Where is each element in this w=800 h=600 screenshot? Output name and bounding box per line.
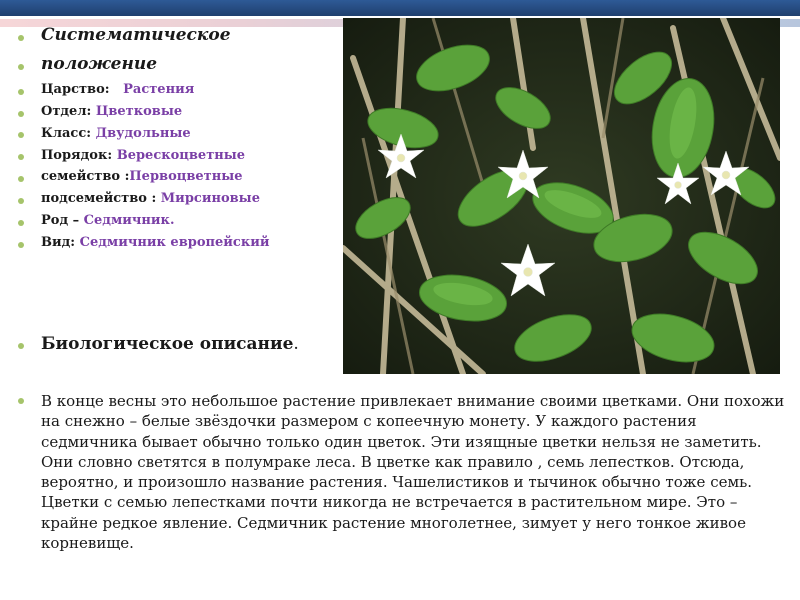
taxonomy-label: Вид:: [41, 235, 76, 250]
taxonomy-value: Двудольные: [95, 126, 191, 141]
bio-heading-period: .: [293, 334, 299, 354]
bullet-icon: [18, 64, 24, 70]
taxonomy-item-class: [41, 126, 191, 141]
bullet-icon: [18, 398, 24, 404]
bio-paragraph: В конце весны это небольшое растение привлекает внимание своими цветками. Они похожи на снежно – белые звёздочки размером с копеечную монету. У каждого растения седмичника бывает обычно только один цветок. Эти изящные цветки нельзя не заметить. Они словно светятся в полумраке леса. В цветке как правило , семь лепестков. Отсюда, вероятно, и произошло название растения. Чашелистиков и тычинок обычно тоже семь. Цветки с семью лепестками почти никогда не встречается в растительном мире. Это – крайне редкое явление. Седмичник растение многолетнее, зимует у него тонкое живое корневище.: [41, 392, 785, 553]
taxonomy-label: Царство:: [41, 82, 110, 97]
bullet-icon: [18, 220, 24, 226]
flower-photo-illustration: [343, 18, 780, 374]
taxonomy-value: Верескоцветные: [116, 148, 246, 163]
title-line-2: положение: [41, 54, 158, 74]
taxonomy-label: подсемейство :: [41, 191, 157, 206]
title-line-1: Систематическое: [41, 25, 231, 45]
taxonomy-item-subfamily: [41, 191, 260, 206]
taxonomy-value: Седмичник европейский: [79, 235, 270, 250]
taxonomy-item-species: [41, 235, 270, 250]
bullet-icon: [18, 154, 24, 160]
bullet-icon: [18, 198, 24, 204]
plant-photo: [343, 18, 780, 374]
taxonomy-value: Мирсиновые: [160, 191, 260, 206]
top-banner: [0, 0, 800, 16]
bullet-icon: [18, 242, 24, 248]
bio-heading: [41, 334, 299, 354]
taxonomy-item-kingdom: [41, 82, 194, 97]
bullet-icon: [18, 35, 24, 41]
taxonomy-item-division: [41, 104, 182, 119]
taxonomy-item-order: [41, 148, 245, 163]
taxonomy-value: Цветковые: [95, 104, 183, 119]
taxonomy-label: Род –: [41, 213, 80, 228]
taxonomy-label: Порядок:: [41, 148, 113, 163]
bullet-icon: [18, 176, 24, 182]
taxonomy-item-genus: [41, 213, 174, 228]
taxonomy-label: семейство :: [41, 169, 130, 184]
taxonomy-value: Растения: [123, 82, 195, 97]
bullet-icon: [18, 132, 24, 138]
taxonomy-value: Седмичник.: [83, 213, 175, 228]
taxonomy-value: Первоцветные: [129, 169, 243, 184]
taxonomy-label: Класс:: [41, 126, 92, 141]
taxonomy-item-family: [41, 169, 243, 184]
bullet-icon: [18, 89, 24, 95]
bullet-icon: [18, 111, 24, 117]
bullet-icon: [18, 343, 24, 349]
taxonomy-label: Отдел:: [41, 104, 92, 119]
bio-heading-text: Биологическое описание: [41, 334, 294, 354]
